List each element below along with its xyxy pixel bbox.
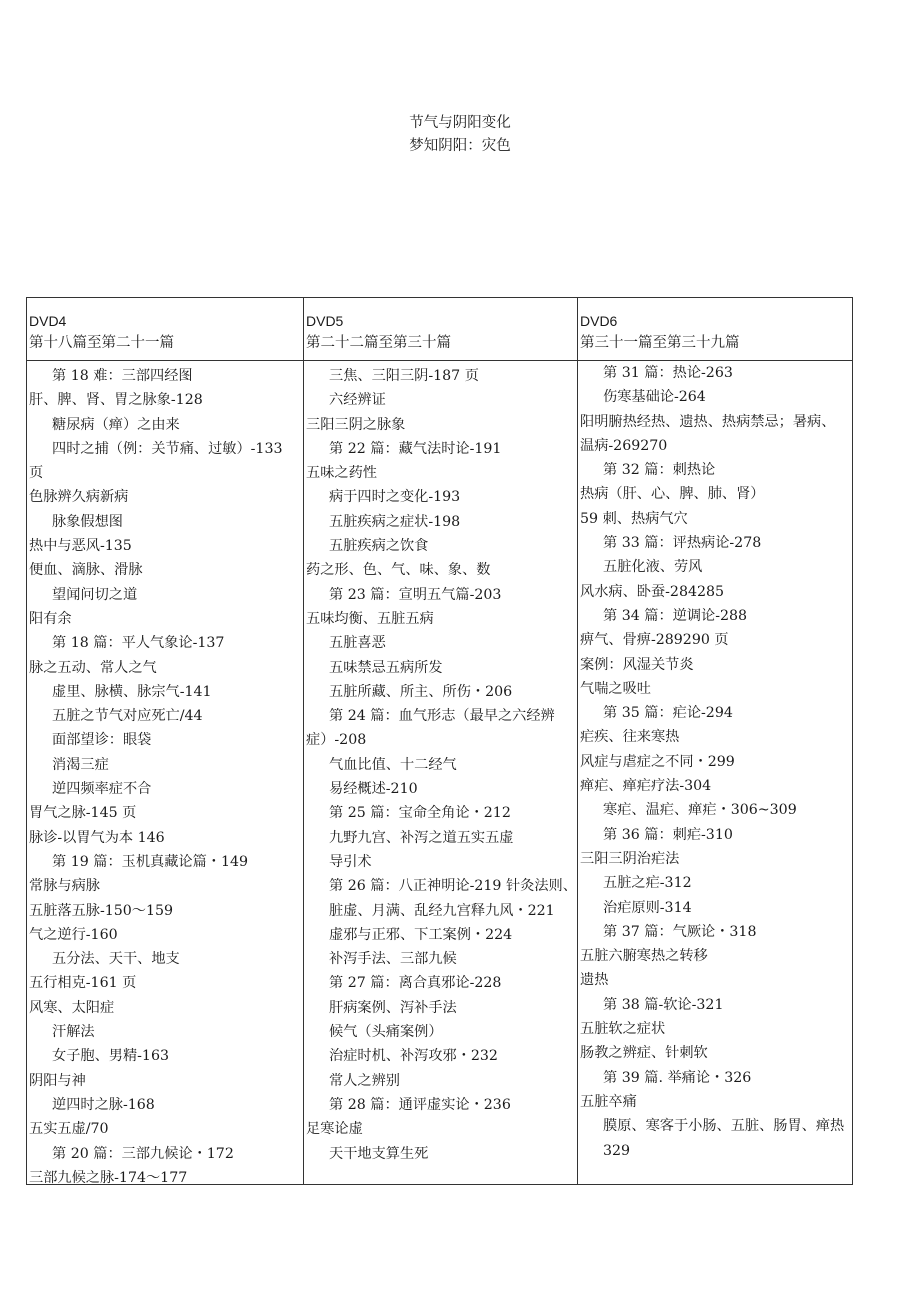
entry-line: 第 24 篇：血气形志（最早之六经辨: [329, 708, 555, 725]
entry-line: 三焦、三阳三阴-187 页: [329, 368, 479, 384]
entry-line: 脉象假想图: [52, 513, 123, 530]
entry-line: 面部望诊：眼袋: [52, 732, 152, 749]
entry-line: 风水病、卧蚕-284285: [580, 583, 725, 600]
entry-line: 便血、滴脉、滑脉: [29, 562, 143, 579]
entry-line: 第 18 难：三部四经图: [52, 368, 193, 384]
entry-line: 六经辨证: [329, 392, 386, 409]
entry-line: 逆四时之脉-168: [52, 1096, 155, 1113]
entry-line: 治症时机、补泻攻邪・232: [329, 1048, 498, 1065]
entry-line: 导引术: [329, 853, 372, 870]
entry-line: 第 38 篇-软论-321: [603, 996, 724, 1013]
entry-line: 脏虚、月满、乱经九宫释九风・221: [329, 902, 555, 919]
entry-line: 疟疾、往来寒热: [580, 729, 680, 746]
entry-line: 三阳三阴之脉象: [306, 416, 406, 433]
entry-line: 肝病案例、泻补手法: [329, 999, 457, 1016]
entry-line: 五脏喜恶: [329, 635, 386, 652]
entry-line: 常人之辨别: [329, 1072, 400, 1089]
entry-line: 第 22 篇：藏气法时论-191: [329, 440, 502, 457]
entry-line: 第 36 篇：刺疟-310: [603, 826, 733, 843]
entry-line: 五实五虚/70: [29, 1121, 109, 1138]
entry-line: 五脏六腑寒热之转移: [580, 948, 708, 965]
entry-line: 五脏卒痛: [580, 1093, 637, 1110]
entry-line: 五行相克-161 页: [29, 975, 137, 992]
entry-line: 气血比值、十二经气: [329, 756, 457, 773]
entry-line: 五脏之节气对应死亡/44: [52, 708, 203, 725]
column-header: [578, 298, 852, 361]
entry-line: 虚里、脉横、脉宗气-141: [52, 683, 212, 700]
entry-line: 治疟原则-314: [603, 899, 692, 916]
entry-line: 风寒、太阳症: [29, 999, 115, 1016]
entry-line: 热病（肝、心、脾、肺、肾）: [580, 486, 765, 503]
chapter-range: 第十八篇至第二十一篇: [29, 335, 174, 351]
entry-line: 第 19 篇：玉机真藏论篇・149: [52, 853, 249, 870]
entry-line: 热中与恶风-135: [29, 538, 132, 555]
entry-line: 糖尿病（瘅）之由来: [52, 416, 180, 433]
entry-line: 痹气、骨痹-289290 页: [580, 632, 729, 649]
entry-line: 四时之捕（例：关节痛、过敏）-133: [52, 440, 283, 457]
entry-line: 三阳三阴治疟法: [580, 850, 680, 867]
column-header: [27, 298, 303, 361]
entry-line: 第 26 篇：八正神明论-219 针灸法则、: [329, 878, 577, 895]
entry-line: 补泻手法、三部九候: [329, 951, 457, 968]
entry-line: 望闻问切之道: [52, 586, 138, 603]
entry-line: 五脏所藏、所主、所伤・206: [329, 683, 513, 700]
entry-line: 五脏之疟-312: [603, 875, 692, 892]
dvd-label: DVD6: [580, 313, 618, 329]
entry-line: 候气（头痛案例）: [329, 1024, 443, 1041]
entry-line: 第 18 篇：平人气象论-137: [52, 635, 225, 652]
entry-line: 气之逆行-160: [29, 926, 118, 943]
entry-line: 气喘之吸吐: [580, 680, 651, 697]
dvd-label: DVD5: [306, 313, 344, 329]
page-title: 节气与阴阳变化: [409, 115, 511, 131]
entry-line: 第 39 篇. 举痛论・326: [603, 1069, 752, 1086]
entry-line: 第 37 篇：气厥论・318: [603, 923, 757, 940]
entry-line: 汗解法: [52, 1024, 95, 1041]
entry-line: 膜原、寒客于小肠、五脏、肠胃、瘅热 329: [603, 1118, 845, 1159]
entry-line: 风症与虐症之不同・299: [580, 753, 735, 770]
entry-line: 药之形、色、气、味、象、数: [306, 562, 491, 579]
chapter-range: 第二十二篇至第三十篇: [306, 335, 451, 351]
entry-line: 胃气之脉-145 页: [29, 805, 137, 822]
entry-line: 五味禁忌五病所发: [329, 659, 443, 676]
entry-line: 第 31 篇：热论-263: [603, 365, 733, 381]
entry-line: 案例：风湿关节炎: [580, 656, 694, 673]
page-subtitle: 梦知阴阳：灾色: [409, 138, 511, 154]
entry-line: 五味之药性: [306, 465, 377, 482]
column-body: [304, 361, 577, 1184]
chapter-range: 第三十一篇至第三十九篇: [580, 335, 740, 351]
entry-line: 伤寒基础论-264: [603, 389, 706, 406]
entry-line: 逆四频率症不合: [52, 781, 152, 798]
entry-line: 五分法、天干、地支: [52, 951, 180, 968]
entry-line: 59 刺、热病气穴: [580, 510, 688, 527]
entry-line: 肝、脾、肾、胃之脉象-128: [29, 392, 203, 409]
column-dvd5: [303, 298, 577, 1184]
entry-line: 脉诊-以胃气为本 146: [29, 829, 165, 846]
entry-line: 第 32 篇：刺热论: [603, 462, 716, 479]
column-body: [578, 361, 852, 1184]
entry-line: 五脏落五脉-150～159: [29, 902, 174, 919]
column-dvd4: [27, 298, 303, 1184]
entry-line: 天干地支算生死: [329, 1145, 429, 1162]
entry-line: 第 25 篇：宝命全角论・212: [329, 805, 511, 822]
column-body: [27, 361, 303, 1184]
entry-line: 页: [29, 465, 44, 482]
entry-line: 脉之五动、常人之气: [29, 659, 157, 676]
column-header: [304, 298, 577, 361]
title-block: [0, 112, 920, 158]
entry-line: 阳明腑热经热、遗热、热病禁忌；暑病、温病-269270: [580, 413, 836, 454]
entry-line: 常脉与病脉: [29, 878, 100, 895]
entry-line: 瘅疟、瘅疟疗法-304: [580, 778, 712, 795]
entry-line: 女子胞、男精-163: [52, 1048, 169, 1065]
entry-line: 第 34 篇：逆调论-288: [603, 607, 748, 624]
entry-line: 阳有余: [29, 610, 72, 627]
entry-line: 寒疟、温疟、瘅疟・306~309: [603, 802, 797, 819]
entry-line: 色脉辨久病新病: [29, 489, 129, 506]
entry-line: 肠教之辨症、针刺软: [580, 1045, 708, 1062]
entry-line: 易经概述-210: [329, 781, 418, 798]
entry-line: 阴阳与神: [29, 1072, 86, 1089]
entry-line: 病于四时之变化-193: [329, 489, 461, 506]
entry-line: 五脏疾病之饮食: [329, 538, 429, 555]
contents-table: [26, 297, 853, 1185]
entry-line: 虚邪与正邪、下工案例・224: [329, 926, 513, 943]
entry-line: 五脏疾病之症状-198: [329, 513, 461, 530]
entry-line: 第 35 篇：疟论-294: [603, 705, 733, 722]
dvd-label: DVD4: [29, 313, 67, 329]
entry-line: 遗热: [580, 972, 609, 989]
entry-line: 第 20 篇：三部九候论・172: [52, 1145, 234, 1162]
entry-line: 第 23 篇：宣明五气篇-203: [329, 586, 502, 603]
entry-line: 五脏化液、劳风: [603, 559, 703, 576]
entry-line: 三部九候之脉-174～177: [29, 1169, 188, 1184]
column-dvd6: [577, 298, 852, 1184]
entry-line: 五味均衡、五脏五病: [306, 610, 434, 627]
entry-line: 第 27 篇：离合真邪论-228: [329, 975, 502, 992]
entry-line: 消渴三症: [52, 756, 109, 773]
entry-line: 症）-208: [306, 732, 367, 749]
entry-line: 五脏软之症状: [580, 1021, 666, 1038]
entry-line: 九野九宫、补泻之道五实五虚: [329, 829, 514, 846]
entry-line: 第 33 篇：评热病论-278: [603, 535, 762, 552]
entry-line: 第 28 篇：通评虚实论・236: [329, 1096, 511, 1113]
entry-line: 足寒论虚: [306, 1121, 363, 1138]
